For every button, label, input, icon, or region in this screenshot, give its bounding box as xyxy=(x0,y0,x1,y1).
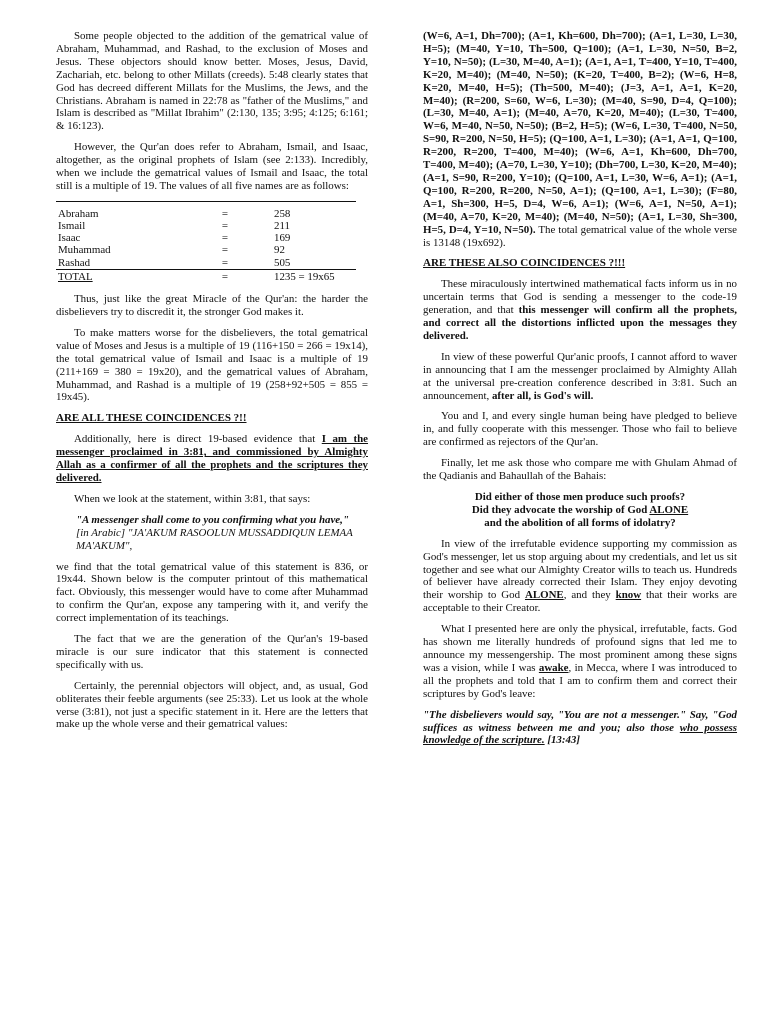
total-label: TOTAL xyxy=(56,269,178,283)
evidence-lead: Additionally, here is direct 19-based evidence that xyxy=(74,433,322,446)
equals-cell: = xyxy=(221,232,229,245)
name-cell: Isaac xyxy=(58,232,81,245)
question-2-alone: ALONE xyxy=(649,503,689,516)
quote-arabic: [in Arabic] "JA'AKUM RASOOLUN MUSSADDIQUN LEMAA MA'AKUM", xyxy=(76,526,353,552)
verse-text: "The disbelievers would say, "You are not a messenger." Say, "God suffices as witness between me and you; also those xyxy=(423,708,737,734)
paragraph-multiples: To make matters worse for the disbelievers, the total gematrical value of Moses and Jesus is a multiple of 19 (116+150 = 266 = 19x14), the total gematrical value of Ismail and Isaac is a multiple of 19 (211+169 = 380 = 19x20), and the gematrical values of Abraham, Muhammad, and Rashad is a multiple of 19 (258+92+505 = 855 = 19x45). xyxy=(56,326,368,404)
left-column xyxy=(56,30,368,739)
equals-cell: = xyxy=(178,269,272,283)
paragraph-direct-evidence xyxy=(56,433,368,485)
letters-values: (W=6, A=1, Dh=700); (A=1, Kh=600, Dh=700); (A=1, L=30, L=30, H=5); (M=40, Y=10, Th=500, Q=100); (A=1, L=30, N=50, B=2, Y=10, N=50); (L=30, M=40, A=1); (A=1, A=1, T=400, Y=10, T=400, K=20, M=40); (M=40, N=50); (K=20, T=400, B=2); (W=6, H=8, K=20, M=40, H=5); (Th=500, M=40); (J=3, A=1, A=1, K=20, M=40); (R=200, S=60, W=6, L=30); (M=40, S=90, D=4, Q=100); (L=30, M=40, A=1); (M=40, A=70, K=20, M=40); (L=30, T=400, W=6, M=40, N=50, N=50); (B=2, H=5); (W=6, L=30, T=400, N=50, S=90, R=200, N=50, H=5); (Q=100, A=1, L=30); (A=1, A=1, Q=100, R=200, R=200, T=400, M=40); (W=6, A=1, Kh=600, Dh=700, T=400, M=40); (A=70, L=30, Y=10); (Dh=700, L=30, K=20, M=40); (A=1, S=90, R=200, Y=10); (Q=100, A=1, L=30, W=6, A=1); (A=1, Q=100, R=200, R=200, N=50, A=1); (Q=100, A=1, L=30); (F=80, A=1, Sh=300, H=5, D=4, W=6, A=1); (W=6, A=1, N=50, A=1); (M=40, A=70, K=20, M=40); (M=40, N=50); (A=1, L=30, Sh=300, H=5, D=4, Y=10, N=50). xyxy=(423,30,737,236)
equals-cell: = xyxy=(178,201,272,220)
paragraph-millats: Some people objected to the addition of the gematrical value of Abraham, Muhammad, and Rashad, to the exclusion of Moses and Jesus. These objectors should know better. Moses, Jesus, David, Zachariah, etc. belong to other Millats (creeds). 5:48 clearly states that God has decreed different Millats for the Muslims, the Jews, and the Christians. Abraham is named in 22:78 as "father of the Muslims," and Islam is described as "Millat Ibrahim" (2:130, 135; 3:95; 4:125; 6:161; & 16:123). xyxy=(56,30,368,133)
table-row xyxy=(56,244,356,256)
irrefutable-know: know xyxy=(615,589,642,602)
announcement-bold: after all, is God's will. xyxy=(491,389,594,402)
value-cell: 92 xyxy=(274,244,285,257)
quote-english: "A messenger shall come to you confirming what you have," xyxy=(76,513,349,526)
verse-underlined: who possess knowledge of the scripture. xyxy=(423,721,738,747)
table-total-row xyxy=(56,269,356,283)
question-3: and the abolition of all forms of idolatry? xyxy=(484,516,676,529)
paragraph-compare: Finally, let me ask those who compare me with Ghulam Ahmad of the Qadianis and Bahaullah of the Bahais: xyxy=(423,457,737,483)
vision-text-2: , in Mecca, where I was introduced to all the prophets and told that I am to confirm them and correct their scriptures by God's leave: xyxy=(423,661,737,700)
value-cell: 505 xyxy=(274,256,291,269)
verse-13-43 xyxy=(423,709,737,748)
announcement-lead: In view of these powerful Qur'anic proofs, I cannot afford to waver in announcing that I am the messenger proclaimed by Almighty Allah at the universal pre-creation conference described in 3:81. Such an announcement, xyxy=(423,350,737,402)
name-cell: Abraham xyxy=(56,201,178,220)
value-cell: 258 xyxy=(272,201,356,220)
question-1: Did either of those men produce such proofs? xyxy=(474,491,686,503)
value-cell: 169 xyxy=(274,232,291,245)
paragraph-pledge: You and I, and every single human being have pledged to believe in, and fully cooperate with this messenger. Those who fail to believe are confirmed as rejectors of the Qur'an. xyxy=(423,410,737,449)
irrefutable-text: In view of the irrefutable evidence supporting my commission as God's messenger, let us stop arguing about my credentials, and let us sit together and see what our Almighty Creator wills to teach us. Hundreds of believer have already corrected their Islam. They enjoy devoting their worship to God xyxy=(423,537,737,602)
irrefutable-alone: ALONE xyxy=(524,589,564,602)
name-cell: Muhammad xyxy=(58,244,111,257)
questions-block xyxy=(423,491,737,530)
table-row xyxy=(56,232,356,244)
evidence-claim: I am the messenger proclaimed in 3:81, and commissioned by Almighty Allah as a confirmer of all the prophets and the scriptures they delivered. xyxy=(56,433,369,484)
paragraph-statement-intro: When we look at the statement, within 3:81, that says: xyxy=(74,492,311,505)
table-row xyxy=(56,201,356,220)
vision-awake: awake xyxy=(538,661,569,674)
paragraph-generation: The fact that we are the generation of the Qur'an's 19-based miracle is our sure indicator that this statement is connected specifically with us. xyxy=(56,633,368,671)
value-cell: 211 xyxy=(274,220,290,233)
intertwined-bold: this messenger will confirm all the prophets, and correct all the distortions inflicted upon the messages they delivered. xyxy=(423,304,737,342)
paragraph-announcement xyxy=(423,351,737,403)
right-column xyxy=(423,30,737,747)
paragraph-irrefutable xyxy=(423,538,737,615)
equals-cell: = xyxy=(221,244,229,257)
heading-also-coincidences: ARE THESE ALSO COINCIDENCES ?!!! xyxy=(423,257,626,270)
paragraph-836: we find that the total gematrical value of this statement is 836, or 19x44. Shown below is the computer printout of this mathematical fact. Obviously, this messenger would have to come after Muhammad to confirm the Qur'an, expose any tampering with it, and verify the correct implementation of its teachings. xyxy=(56,560,368,625)
name-cell: Rashad xyxy=(58,256,91,269)
paragraph-whole-verse: Certainly, the perennial objectors will object, and, as usual, God obliterates their feeble arguments (see 25:33). Let us look at the whole verse (3:81), not just a specific statement in it. Here are the letters that make up the whole verse and their gematrical values: xyxy=(56,679,368,731)
heading-all-coincidences: ARE ALL THESE COINCIDENCES ?!! xyxy=(56,412,247,425)
question-2-text: Did they advocate the worship of God xyxy=(471,503,650,516)
gematrical-values-table xyxy=(56,201,356,283)
letters-list xyxy=(423,30,737,249)
vision-text: What I presented here are only the physical, irrefutable, facts. God has shown me literally hundreds of profound signs that led me to announce my messengership. The most prominent among these signs was a vision, while I was xyxy=(423,623,737,674)
equals-cell: = xyxy=(221,220,229,233)
question-2 xyxy=(423,504,737,517)
letters-total: The total gematrical value of the whole verse is 13148 (19x692). xyxy=(423,223,738,249)
table-row xyxy=(56,220,356,232)
irrefutable-text-3: that their works are acceptable to their Creator. xyxy=(423,589,737,615)
verse-ref: [13:43] xyxy=(544,734,581,747)
paragraph-intertwined xyxy=(423,278,737,343)
irrefutable-text-2: , and they xyxy=(563,589,616,602)
table-row xyxy=(56,257,356,270)
paragraph-original-prophets: However, the Qur'an does refer to Abraham, Ismail, and Isaac, altogether, as the original prophets of Islam (see 2:133). Incredibly, when we include the gematrical values of Ismail and Isaac, the total still is a multiple of 19. The values of all five names are as follows: xyxy=(56,141,368,192)
paragraph-discredit: Thus, just like the great Miracle of the Qur'an: the harder the disbelievers try to discredit it, the stronger God makes it. xyxy=(56,293,368,318)
total-value: 1235 = 19x65 xyxy=(272,269,356,283)
intertwined-lead: These miraculously intertwined mathematical facts inform us in no uncertain terms that God is sending a messenger to the code-19 generation, and that xyxy=(423,278,737,317)
equals-cell: = xyxy=(221,256,229,269)
quote-3-81 xyxy=(76,514,368,553)
name-cell: Ismail xyxy=(58,220,86,233)
paragraph-vision xyxy=(423,623,737,700)
